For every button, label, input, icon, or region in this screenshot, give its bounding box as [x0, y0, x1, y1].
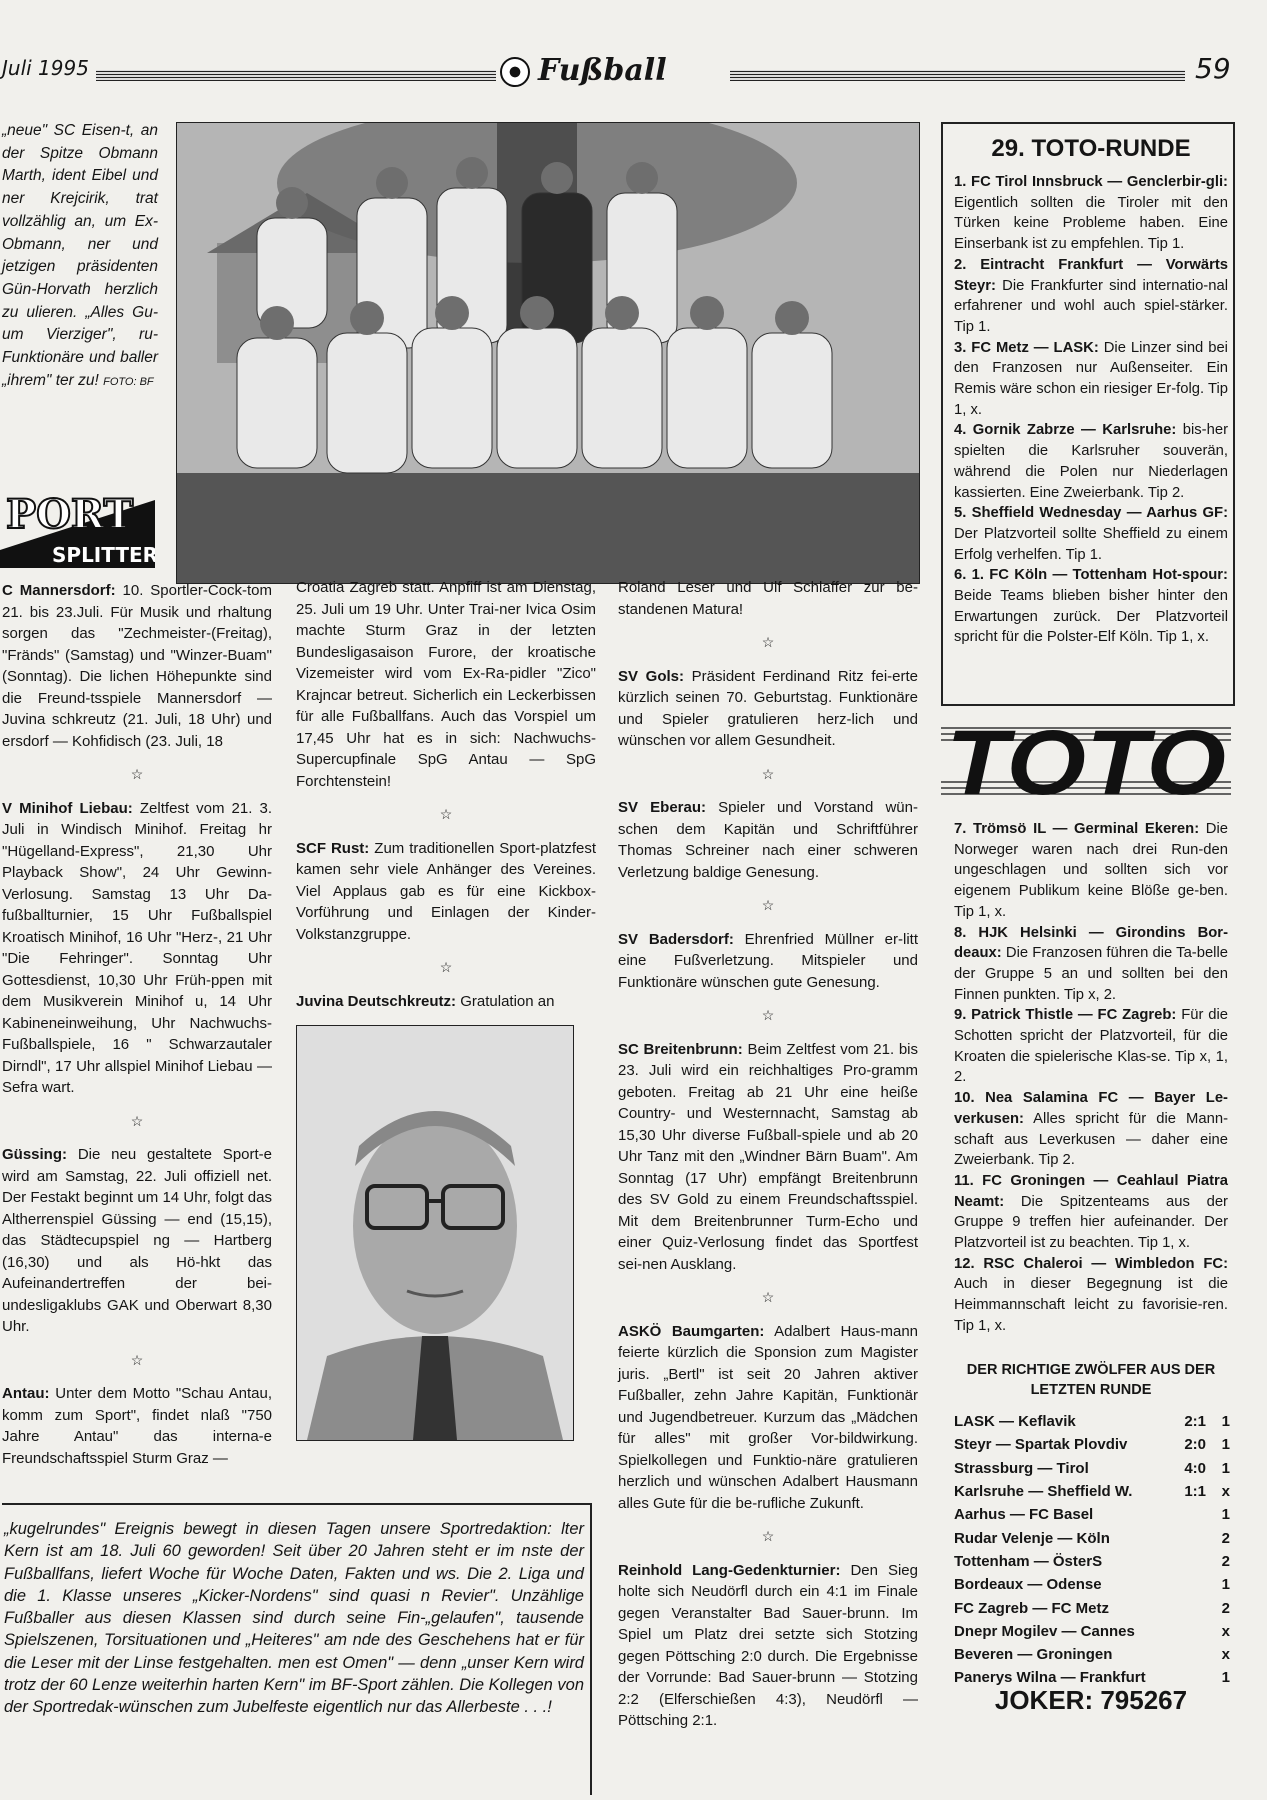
result-tip: x: [1221, 1622, 1230, 1640]
toto-tips-bottom: [954, 819, 1228, 1337]
result-row: [954, 1503, 1230, 1526]
section-title: [500, 53, 730, 88]
result-tip: 2: [1221, 1599, 1230, 1617]
header-rule-right: [730, 70, 1185, 81]
portrait-photo: [296, 1025, 574, 1441]
team-photo-image: [177, 123, 919, 583]
result-score: 4:0: [1184, 1459, 1206, 1477]
toto-match: 10. Nea Salamina FC — Bayer Le-verkusen:: [954, 1090, 1228, 1127]
result-row: [954, 1550, 1230, 1573]
article-body: Zum traditionellen Sport-platzfest kamen sehr viele Anhänger des Vereines. Viel Applaus gab es für eine Kickbox-Vorführung und Einlagen der Kinder-Volkstanzgruppe.: [296, 839, 597, 943]
toto-tips-top: [954, 172, 1228, 648]
article-antau-cont: [296, 577, 596, 792]
toto-tip: [954, 565, 1228, 648]
toto-comment: Die Franzosen führen die Ta-belle der Gruppe 5 an und sollten bei den Finnen punkten. Tip x, 2.: [954, 945, 1228, 1003]
toto-tip: [954, 819, 1228, 923]
result-match: Rudar Velenje — Köln: [954, 1529, 1110, 1547]
toto-match: 8. HJK Helsinki — Girondins Bor-deaux:: [954, 924, 1228, 962]
result-score: 2:0: [1184, 1436, 1206, 1454]
header-rule-left: [96, 70, 496, 81]
article-head: V Minihof Liebau:: [2, 799, 133, 817]
result-tip: 1: [1221, 1436, 1230, 1454]
toto-tip: [954, 1005, 1228, 1088]
toto-match: 11. FC Groningen — Ceahlaul Piatra Neamt:: [954, 1172, 1228, 1210]
toto-match: 12. RSC Chaleroi — Wimbledon FC:: [954, 1255, 1228, 1272]
article-minihof: [2, 798, 272, 1099]
article-scf-rust: [296, 838, 596, 946]
toto-comment: Beide Teams blieben bisher hinter den Erwartungen zurück. Der Platzvorteil spricht für die Polster-Elf Köln. Tip 1, x.: [954, 588, 1228, 646]
separator-star: ☆: [761, 1528, 775, 1544]
result-match: Steyr — Spartak Plovdiv: [954, 1436, 1128, 1454]
result-row: [954, 1643, 1230, 1666]
article-antau: [2, 1383, 272, 1469]
sport-splitter-top: PORT: [6, 491, 134, 538]
article-body: Adalbert Haus-mann feierte kürzlich die Sponsion zum Magister juris. „Bertl" ist seit 20 Jahren aktiver Fußballer, zehn Jahre Kapitän, Funktionär und Jugendbetreuer. Kurzum das „Mädchen für alles" mit großer Vor-bildwirkung. Spielkollegen und Funktio-näre gratulieren herzlich und wünschen Adalbert Hausmann alles Gute für die be-rufliche Zukunft.: [618, 1322, 918, 1512]
article-head: SV Eberau:: [618, 799, 706, 816]
toto-match: 4. Gornik Zabrze — Karlsruhe:: [954, 422, 1177, 439]
toto-tip: [954, 1088, 1228, 1171]
zwoelfer-heading: DER RICHTIGE ZWÖLFER AUS DER LETZTEN RUNDE: [966, 1362, 1216, 1398]
article-body: 10. Sportler-Cock-tom 21. bis 23.Juli. Für Musik und rhaltung sorgen das "Zechmeister-(Freitag), "Fränds" (Samstag) und "Winzer-Buam" (Sonntag). Die lichen Höhepunkte sind die Freund-tsspiele Mannersdorf — Juvina schkreutz (21. Juli, 18 Uhr) und ersdorf — Kohfidisch (23. Juli, 18: [2, 582, 272, 750]
article-body: Ehrenfried Müllner er-litt eine Fußverletzung. Mitspieler und Funktionäre wünschen gute Genesung.: [618, 930, 918, 991]
toto-comment: Die Frankfurter sind internatio-nal erfahrener und wohl auch spiel-stärker. Tip 1.: [954, 277, 1228, 335]
toto-match: 2. Eintracht Frankfurt — Vorwärts Steyr:: [954, 256, 1228, 294]
photo-credit: FOTO: BF: [103, 375, 154, 388]
article-head: Juvina Deutschkreutz:: [296, 992, 457, 1010]
toto-comment: Eigentlich sollten die Tiroler mit den Türken keine Probleme haben. Eine Einserbank ist zu empfehlen. Tip 1.: [954, 194, 1228, 253]
toto-tip: [954, 1171, 1228, 1254]
result-row: [954, 1433, 1230, 1456]
article-juvina-cont: [618, 577, 918, 620]
column-2: [296, 577, 596, 1012]
toto-heading: 29. TOTO-RUNDE: [991, 135, 1191, 162]
article-body: Croatia Zagreb statt. Anpfiff ist am Dienstag, 25. Juli um 19 Uhr. Unter Trai-ner Ivica Osim machte Sturm Graz in der letzten Bundesligasaison Furore, der kroatische Vizemeister wird vom Ex-Ra-pidler "Zico" Krajncar betreut. Sicherlich ein Leckerbissen für alle Fußballfans. Auch das Vorspiel um 17,45 Uhr hat es in sich: Nachwuchs-Supercupfinale SpG Antau — SpG Forchtenstein!: [296, 579, 596, 790]
article-askoe-baumgarten: [618, 1321, 918, 1515]
article-body: Spieler und Vorstand wün-schen dem Kapitän und Schriftführer Thomas Schreiner nach einer schweren Verletzung baldige Genesung.: [618, 799, 918, 881]
result-match: Panerys Wilna — Frankfurt: [954, 1669, 1146, 1687]
article-head: SC Breitenbrunn:: [618, 1040, 743, 1058]
toto-tip: [954, 1254, 1228, 1337]
toto-comment: Die Spitzenteams aus der Gruppe 9 treffen hier aufeinander. Der Platzvorteil ist zu beachten. Tip 1, x.: [954, 1193, 1228, 1252]
toto-tip: [954, 923, 1228, 1006]
page-number: 59: [1195, 52, 1231, 85]
result-tip: 1: [1221, 1669, 1230, 1687]
result-score: 1:1: [1184, 1483, 1206, 1501]
separator-star: ☆: [761, 765, 775, 782]
football-icon: [500, 57, 530, 87]
toto-tip: [954, 255, 1228, 338]
toto-logo-text: TOTO: [946, 712, 1226, 808]
toto-comment: bis-her spielten die Karlsruher souverän, während die Polen nur Niederlagen kassierten. Eine Zweierbank. Tip 2.: [954, 422, 1228, 501]
article-sv-eberau: [618, 797, 918, 883]
article-body: Den Sieg holte sich Neudörfl durch ein 4:1 im Finale gegen Veranstalter Bad Sauer-brunn. Im Spiel um Platz drei setzte sich Stotzing gegen Pöttsching 2:0 durch. Die Ergebnisse der Vorrunde: Bad Sauer-brunn — Stotzing 2:2 (Elferschießen 4:3), Neudörfl — Pöttsching 2:1.: [618, 1561, 918, 1729]
result-match: FC Zagreb — FC Metz: [954, 1599, 1110, 1617]
article-body: Präsident Ferdinand Ritz fei-erte kürzlich seinen 70. Geburtstag. Funktionäre und Spieler gratulieren herz-lich und wünschen vor allem Gesundheit.: [618, 667, 919, 749]
article-guessing: [2, 1144, 272, 1338]
issue-date: Juli 1995: [2, 56, 89, 80]
separator-star: ☆: [130, 1112, 144, 1129]
section-title-text: Fußball: [538, 53, 667, 88]
toto-tip: [954, 420, 1228, 503]
toto-tip: [954, 172, 1228, 255]
result-match: Dnepr Mogilev — Cannes: [954, 1622, 1135, 1640]
sport-splitter-logo: [0, 480, 155, 568]
results-table: [954, 1410, 1230, 1690]
separator-star: ☆: [761, 897, 775, 913]
result-tip: x: [1221, 1483, 1230, 1501]
article-body: Zeltfest vom 21. 3. Juli in Windisch Minihof. Freitag hr "Hügelland-Express", 21,30 Uhr Playback Show", 24 Uhr Gewinn-Verlosung. Samstag 13 Uhr Da-fußballturnier, 15 Uhr Fußballspiel Kroatisch Minihof, 16 Uhr "Herz-, 21 Uhr "Die Fehringer". Sonntag Uhr Gottesdienst, 10,30 Uhr Früh-ppen mit dem Musikverein Minihof u, 14 Uhr Kabineneinweihung, Uhr Nachwuchs-Fußballspiele, 16 " Schwarzautaler Dirndl", 17 Uhr allspiel Minihof Liebau — Sefra wart.: [2, 799, 272, 1096]
article-head: ASKÖ Baumgarten:: [618, 1322, 765, 1340]
result-tip: 1: [1221, 1576, 1230, 1594]
result-tip: 1: [1221, 1413, 1230, 1431]
result-tip: 2: [1221, 1552, 1230, 1570]
toto-comment: Die Linzer sind bei den Franzosen nur Außenseiter. Ein Remis wäre schon ein riesiger Er-folg. Tip 1, x.: [954, 339, 1228, 418]
separator-star: ☆: [439, 806, 453, 822]
toto-tip: [954, 338, 1228, 421]
caption-text: „neue" SC Eisen-t, an der Spitze Obmann Marth, ident Eibel und ner Krejcirik, trat vollzählig an, um Ex-Obmann, ner und jetzigen präsidenten Gün-Horvath herzlich zu ulieren. „Alles Gu-um Vierziger", ru-Funktionäre und baller „ihrem" ter zu!: [2, 122, 158, 389]
result-match: Beveren — Groningen: [954, 1646, 1113, 1664]
result-tip: 1: [1221, 1459, 1230, 1477]
article-head: SCF Rust:: [296, 839, 370, 857]
article-mannersdorf: [2, 580, 272, 752]
result-match: Tottenham — ÖsterS: [954, 1552, 1103, 1570]
sport-splitter-graphic: [0, 480, 155, 568]
result-match: LASK — Keflavik: [954, 1413, 1076, 1431]
toto-comment: Alles spricht für die Mann-schaft aus Leverkusen — daher eine Zweierbank. Tip 2.: [954, 1110, 1228, 1169]
result-tip: x: [1221, 1646, 1230, 1664]
article-body: Gratulation an: [460, 992, 555, 1010]
article-head: SV Badersdorf:: [618, 930, 734, 948]
result-row: [954, 1410, 1230, 1433]
photo-caption: [2, 120, 158, 393]
result-row: [954, 1596, 1230, 1619]
separator-star: ☆: [130, 766, 144, 782]
toto-match: 1. FC Tirol Innsbruck — Genclerbir-gli:: [954, 174, 1228, 190]
toto-match: 6. 1. FC Köln — Tottenham Hot-spour:: [954, 567, 1228, 584]
joker-number: JOKER: 795267: [994, 1685, 1188, 1715]
birthday-text: „kugelrundes" Ereignis bewegt in diesen Tagen unsere Sportredaktion: lter Kern ist am 18. Juli 60 geworden! Seit über 20 Jahren steht er im nste der Fußballfans, liefert Woche für Woche Daten, Fakten und ws. Die 2. Liga und die 1. Klasse unseres „Kicker-Nordens" sind quasi n Revier". Unzählige Fußballer aus diesen Klassen sind durch seine Fin-„gelaufen", tausende Spielszenen, Torsituationen und „Heiteres" am nde des Geschehens hat er für die Leser mit der Linse festgehalten. men est Omen" — denn „unser Kern wird trotz der 60 Lenze weiterhin harten Kern" im BF-Sport zählen. Die Kollegen von der Sportredak-wünschen zum Jubelfeste eigentlich nur das Allerbeste . . .!: [4, 1520, 584, 1717]
article-body: Unter dem Motto "Schau Antau, komm zum Sport", findet nlaß "750 Jahre Antau" das interna-e Freundschaftsspiel Sturm Graz —: [2, 1385, 272, 1467]
article-head: Güssing:: [2, 1146, 68, 1163]
article-sv-badersdorf: [618, 929, 918, 994]
column-1: [2, 580, 272, 1469]
toto-comment: Der Platzvorteil sollte Sheffield zu einem Erfolg verhelfen. Tip 1.: [954, 525, 1228, 563]
result-row: [954, 1457, 1230, 1480]
article-sc-breitenbrunn: [618, 1039, 918, 1276]
separator-star: ☆: [130, 1351, 144, 1368]
result-row: [954, 1620, 1230, 1643]
toto-comment: Die Norweger waren nach drei Run-den ungeschlagen und sollten sich vor eigenem Publikum keine Blöße ge-ben. Tip 1, x.: [954, 821, 1228, 920]
sport-splitter-bottom: SPLITTER: [52, 543, 155, 567]
column-3: [618, 577, 918, 1732]
article-head: Reinhold Lang-Gedenkturnier:: [618, 1561, 841, 1579]
toto-match: 3. FC Metz — LASK:: [954, 339, 1099, 356]
separator-star: ☆: [761, 1289, 775, 1305]
toto-match: 7. Trömsö IL — Germinal Ekeren:: [954, 821, 1200, 837]
toto-match: 5. Sheffield Wednesday — Aarhus GF:: [954, 505, 1228, 522]
article-body: Die neu gestaltete Sport-e wird am Samstag, 22. Juli offiziell net. Der Festakt beginnt um 14 Uhr, folgt das Altherrenspiel Güssing — end (15,15), das Städtecupspiel ng — Hartberg (16,30) und als Hö-hkt das Aufeinandertreffen der bei-undesligaklubs GAK und Oberwart 8,30 Uhr.: [2, 1146, 272, 1335]
toto-tip: [954, 503, 1228, 565]
toto-comment: Für die Schotten spricht der Platzvorteil, für die Kroaten die spielerische Klas-se. Tip x, 1, 2.: [954, 1007, 1228, 1086]
result-row: [954, 1526, 1230, 1549]
toto-comment: Auch in dieser Begegnung ist die Heimmannschaft leicht zu favorisie-ren. Tip 1, x.: [954, 1276, 1228, 1334]
separator-star: ☆: [439, 959, 453, 975]
article-body: Beim Zeltfest vom 21. bis 23. Juli wird ein reichhaltiges Pro-gramm geboten. Freitag ab 21 Uhr eine heiße Country- und Westernnacht, Samstag ab 15,30 Uhr diverse Fußball-spiele und ab 20 Uhr Tanz mit den „Windner Bärn Buam". Am Sonntag (17 Uhr) empfängt Breitenbrunn des SV Gold zu einem Freundschaftsspiel. Mit dem Breitenbrunner Turm-Echo und einer Quiz-Verlosung findet das Sportfest sei-nen Ausklang.: [618, 1040, 918, 1273]
result-match: Bordeaux — Odense: [954, 1576, 1102, 1594]
result-tip: 2: [1221, 1529, 1230, 1547]
result-tip: 1: [1221, 1506, 1230, 1524]
toto-logo-graphic: [941, 708, 1231, 808]
portrait-photo-image: [297, 1026, 573, 1440]
toto-match: 9. Patrick Thistle — FC Zagreb:: [954, 1007, 1177, 1024]
result-score: 2:1: [1184, 1413, 1206, 1431]
result-row: [954, 1480, 1230, 1503]
article-sv-gols: [618, 666, 918, 752]
toto-logo: [941, 708, 1231, 808]
article-head: SV Gols:: [618, 667, 684, 685]
result-match: Aarhus — FC Basel: [954, 1506, 1094, 1524]
article-juvina: [296, 991, 596, 1013]
article-body: Roland Leser und Ulf Schlaffer zur be-standenen Matura!: [618, 579, 918, 618]
team-photo: [176, 122, 920, 584]
article-lang-gedenkturnier: [618, 1560, 918, 1732]
result-match: Karlsruhe — Sheffield W.: [954, 1483, 1133, 1501]
result-match: Strassburg — Tirol: [954, 1459, 1089, 1477]
separator-star: ☆: [761, 1007, 775, 1023]
result-row: [954, 1573, 1230, 1596]
article-head: C Mannersdorf:: [2, 582, 116, 599]
separator-star: ☆: [761, 634, 775, 650]
article-head: Antau:: [2, 1385, 50, 1402]
